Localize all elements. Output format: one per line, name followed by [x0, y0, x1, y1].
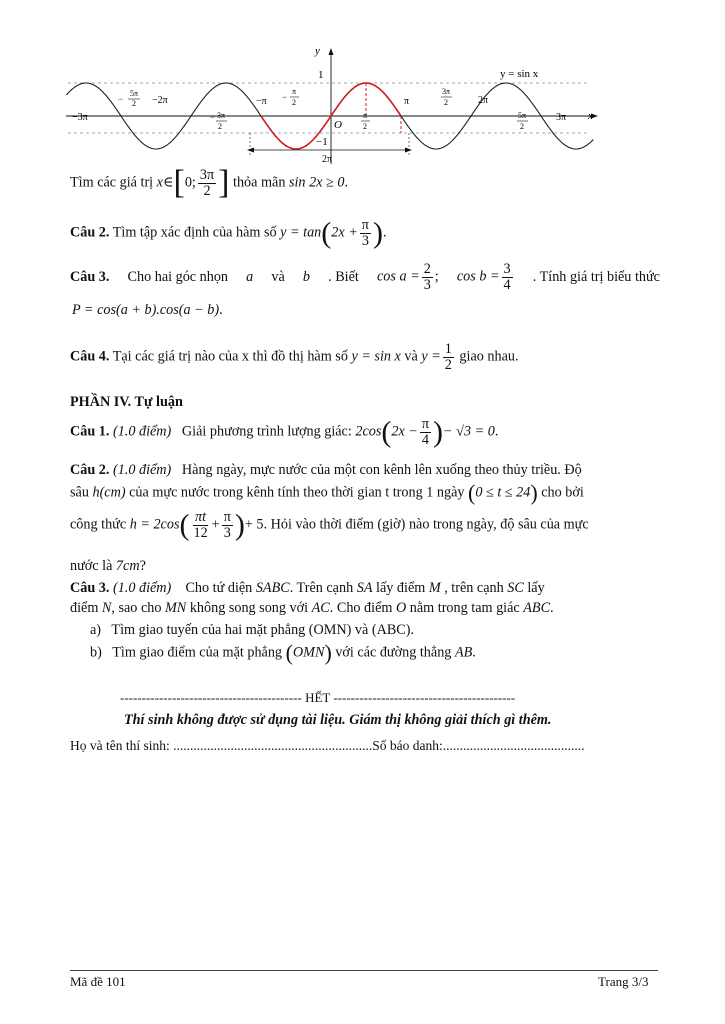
essay-3-line-1 — [70, 580, 545, 597]
tick-pi2-den: 2 — [363, 122, 367, 131]
e2-f2-den: 3 — [223, 524, 231, 541]
candidate-info-line: Họ và tên thí sinh: ...........................................................Số báo danh:.......................................... — [70, 738, 585, 753]
q2-end: . — [382, 224, 387, 241]
e3-l2d: . Cho điểm — [329, 600, 393, 616]
q3-cosa: cos a = — [377, 268, 420, 285]
e3-l2e: nằm trong tam giác — [409, 600, 520, 616]
e3-b-ab: AB — [454, 644, 473, 661]
intro-frac-den: 2 — [203, 182, 211, 199]
intro-expr: sin 2x ≥ 0 — [288, 174, 345, 191]
tick-p3pi2-num: 3π — [442, 87, 451, 96]
e2-l3b: + 5 — [244, 516, 264, 533]
e2-l3a: công thức — [70, 516, 127, 533]
y-axis-arrow — [329, 48, 334, 55]
tick-m2pi: −2π — [152, 95, 168, 106]
e3-l1e: lấy — [527, 580, 545, 596]
e2-points: (1.0 điểm) — [112, 462, 172, 478]
e3-l2c: không song song với — [189, 600, 309, 616]
tick-pi2-num: π — [363, 111, 368, 120]
e2-l2c: cho bởi — [541, 484, 584, 501]
q3-text-1: Cho hai góc nhọn — [127, 268, 229, 285]
e3-a-label: a) — [90, 622, 102, 638]
essay-1 — [70, 417, 498, 448]
q2-paren-open: ( — [321, 216, 332, 250]
period-arrow-left — [247, 148, 254, 153]
tick-mpi2-den: 2 — [292, 98, 296, 107]
tick-mpi2-minus: − — [282, 92, 288, 102]
q3-expr: P = cos(a + b).cos(a − b) — [72, 302, 220, 318]
q4-frac-den: 2 — [444, 356, 452, 373]
e2-paren-close: ) — [234, 508, 245, 542]
e2-range-close: ) — [530, 480, 538, 505]
q4-f1: y = sin x — [351, 348, 401, 365]
e3-m: M — [428, 580, 441, 596]
e2-depth: h(cm) — [92, 484, 126, 501]
q3-cosa-den: 3 — [423, 276, 431, 293]
e2-fraction-1 — [191, 510, 209, 541]
e3-b-paren-open: ( — [285, 640, 293, 665]
y-one-label: 1 — [318, 69, 324, 81]
e3-n: N — [101, 600, 112, 616]
q3-a: a — [246, 268, 254, 285]
e2-f1-num: πt — [195, 509, 207, 525]
e3-sa: SA — [356, 580, 373, 596]
q2-paren-close: ) — [372, 216, 383, 250]
e2-l2b: của mực nước trong kênh tính theo thời gian t trong 1 ngày — [129, 484, 465, 501]
q3-cosb-num: 3 — [503, 261, 511, 277]
end-marker: ------------------------------------------ HẾT ------------------------------------------ — [120, 690, 516, 705]
q4-and: và — [404, 348, 418, 365]
e1-points: (1.0 điểm) — [112, 423, 172, 440]
q4-fraction — [443, 342, 454, 373]
essay-2-line-1 — [70, 462, 582, 479]
e3-l1c: lấy điểm — [376, 580, 426, 596]
e1-paren-close: ) — [433, 415, 444, 449]
tick-mpi: −π — [256, 96, 267, 107]
q2-lhs: y = tan — [280, 224, 322, 241]
intro-zero: 0; — [184, 174, 196, 191]
e3-a-text: Tìm giao tuyến của hai mặt phẳng (OMN) và (ABC). — [111, 622, 415, 638]
e3-l1b: . Trên cạnh — [289, 580, 354, 596]
e1-end: . — [494, 423, 499, 440]
tick-p5pi2-den: 2 — [520, 122, 524, 131]
question-4 — [70, 342, 519, 373]
intro-text-1: Tìm các giá trị — [70, 174, 154, 191]
e1-fraction — [420, 417, 431, 448]
q3-text-2: . Biết — [328, 268, 359, 285]
tick-mpi2-num: π — [292, 87, 297, 96]
e3-points: (1.0 điểm) — [112, 580, 172, 596]
q4-f2: y = — [421, 348, 441, 365]
e2-plus: + — [211, 516, 220, 533]
sine-graph — [60, 44, 605, 169]
tick-m3pi2-den: 2 — [218, 122, 222, 131]
tick-m3pi2-num: 3π — [217, 111, 226, 120]
e1-text: Giải phương trình lượng giác: — [181, 423, 352, 440]
intro-bracket-close: ] — [218, 164, 230, 201]
e2-l4b: ? — [139, 558, 146, 574]
e1-pre: 2cos — [355, 423, 382, 440]
e1-paren-open: ( — [381, 415, 392, 449]
end-note: Thí sinh không được sử dụng tài liệu. Giám thị không giải thích gì thêm. — [124, 712, 552, 728]
e1-frac-num: π — [421, 416, 430, 432]
origin-label: O — [334, 119, 342, 131]
e2-l2a: sâu — [70, 484, 89, 501]
e3-b-omn: OMN — [292, 644, 325, 661]
e3-sc: SC — [507, 580, 524, 596]
q2-fraction — [360, 218, 371, 249]
e3-l2b: , sao cho — [111, 600, 162, 616]
e1-frac-den: 4 — [421, 431, 429, 448]
q4-text-1: Tại các giá trị nào của x thì đồ thị hàm số — [112, 348, 348, 365]
q3-cosb: cos b = — [456, 268, 500, 285]
intro-x: x — [156, 174, 163, 191]
e2-line-1: Hàng ngày, mực nước của một con kênh lên xuống theo thủy triều. Độ — [181, 462, 582, 478]
e3-mn: MN — [164, 600, 187, 616]
intro-fraction — [198, 168, 216, 199]
q2-label: Câu 2. — [70, 224, 110, 241]
e3-abc: ABC — [523, 600, 551, 616]
tick-pi: π — [404, 96, 410, 107]
question-3-line-1 — [70, 262, 660, 293]
y-minus-one-label: −1 — [316, 136, 328, 148]
q3-label: Câu 3. — [70, 268, 110, 285]
e3-b-text-1: Tìm giao điểm của mặt phẳng — [112, 644, 283, 661]
footer-divider — [70, 970, 658, 971]
tick-m3pi2-minus: − — [210, 112, 216, 122]
period-label: 2π — [322, 154, 333, 165]
e3-label: Câu 3. — [70, 580, 110, 596]
intro-frac-num: 3π — [199, 166, 215, 183]
e3-b-paren-close: ) — [324, 640, 332, 665]
intro-question — [70, 166, 348, 200]
q3-cosa-fraction — [422, 262, 433, 293]
tick-p3pi: 3π — [556, 112, 567, 123]
tick-m5pi2-minus: − — [118, 94, 124, 104]
question-3-line-2 — [72, 302, 223, 319]
y-axis-label: y — [315, 45, 320, 57]
e2-range: 0 ≤ t ≤ 24 — [475, 484, 531, 501]
q3-b: b — [302, 268, 310, 285]
intro-dot: . — [344, 174, 348, 191]
intro-in: ∈ — [162, 174, 174, 191]
e2-l4a: nước là — [70, 558, 113, 574]
curve-label: y = sin x — [500, 68, 539, 80]
e2-label: Câu 2. — [70, 462, 110, 478]
e2-formula-lhs: h = 2cos — [129, 516, 180, 533]
e3-b-label: b) — [90, 644, 102, 661]
e1-inner: 2x − — [391, 423, 418, 440]
tick-p2pi: 2π — [478, 95, 489, 106]
exam-code: Mã đề 101 — [70, 974, 126, 989]
q2-inner: 2x + — [331, 224, 358, 241]
e3-l2a: điểm — [70, 600, 99, 616]
e3-sabc: SABC — [255, 580, 290, 596]
q3-cosb-fraction — [502, 262, 513, 293]
e3-l2f: . — [550, 600, 554, 616]
e3-item-b — [90, 642, 476, 664]
e3-l1d: , trên cạnh — [444, 580, 504, 596]
page-number: Trang 3/3 — [598, 974, 649, 989]
period-arrow-right — [405, 148, 412, 153]
q3-cosa-num: 2 — [423, 261, 431, 277]
e3-o: O — [395, 600, 407, 616]
e3-b-text-2: với các đường thẳng — [335, 644, 452, 661]
e2-l3c: . Hỏi vào thời điểm (giờ) nào trong ngày, độ sâu của mực — [263, 516, 589, 533]
e2-l4v: 7cm — [115, 558, 140, 574]
e2-f1-den: 12 — [193, 524, 208, 541]
essay-2-line-3 — [70, 510, 589, 541]
e1-post: − √3 = 0 — [443, 423, 495, 440]
essay-2-line-2 — [70, 482, 584, 504]
tick-p5pi2-num: 5π — [518, 111, 527, 120]
q3-text-3: . Tính giá trị biểu thức — [532, 268, 660, 285]
intro-text-2: thỏa mãn — [233, 174, 286, 191]
q4-label: Câu 4. — [70, 348, 110, 365]
q2-text: Tìm tập xác định của hàm số — [112, 224, 277, 241]
question-2 — [70, 218, 387, 249]
part-4-title: PHẦN IV. Tự luận — [70, 394, 183, 410]
e3-item-a — [90, 622, 414, 639]
tick-m5pi2-den: 2 — [132, 99, 136, 108]
tick-m5pi2-num: 5π — [130, 89, 139, 98]
q2-frac-num: π — [361, 217, 369, 233]
q4-text-2: giao nhau. — [459, 348, 519, 365]
tick-m3pi: −3π — [72, 112, 88, 123]
e1-label: Câu 1. — [70, 423, 110, 440]
q3-and: và — [271, 268, 285, 285]
q4-frac-num: 1 — [444, 341, 452, 357]
e3-l1a: Cho tứ diện — [185, 580, 253, 596]
e2-range-open: ( — [468, 480, 476, 505]
x-axis-label: x — [588, 110, 593, 122]
q3-sep: ; — [434, 268, 439, 285]
q2-frac-den: 3 — [361, 232, 369, 249]
essay-3-line-2 — [70, 600, 554, 617]
intro-bracket-open: [ — [173, 164, 185, 201]
e3-b-end: . — [472, 644, 476, 661]
e2-f2-num: π — [223, 509, 231, 525]
e3-ac: AC — [311, 600, 330, 616]
q3-end: . — [219, 302, 223, 318]
tick-p3pi2-den: 2 — [444, 98, 448, 107]
essay-2-line-4 — [70, 558, 146, 575]
e2-paren-open: ( — [179, 508, 190, 542]
e2-fraction-2 — [222, 510, 233, 541]
q3-cosb-den: 4 — [503, 276, 511, 293]
